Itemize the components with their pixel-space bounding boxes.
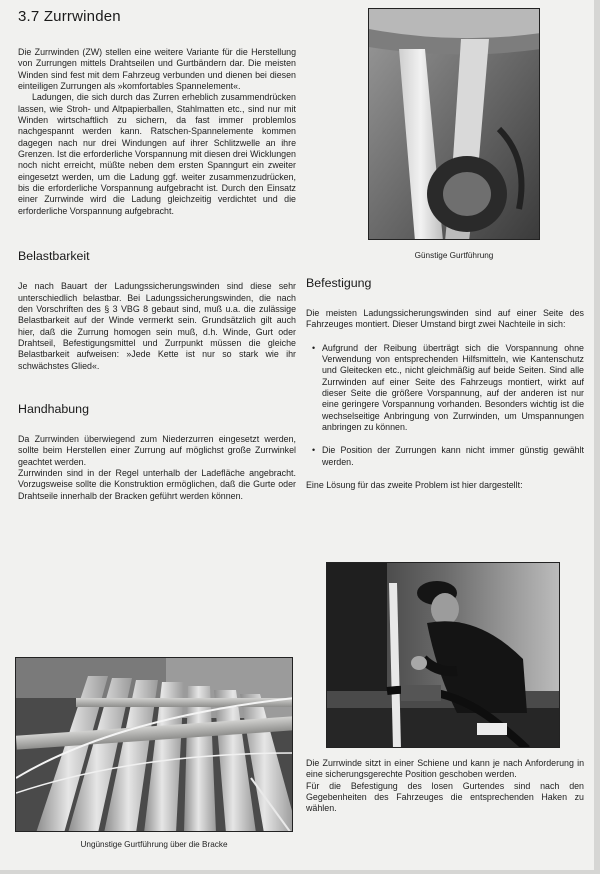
befestigung-paragraph-3: Für die Befestigung des losen Gurtendes sind nach den Gegebenheiten des Fahrzeuges die entsprechenden Haken zu wählen. (306, 780, 584, 814)
right-column-upper (306, 276, 584, 491)
caption-bottom-left: Ungünstige Gurtführung über die Bracke (80, 840, 228, 849)
handhabung-paragraph-2: Zurrwinden sind in der Regel unterhalb der Ladefläche angebracht. Vorzugsweise sollte die Konstruktion ermöglichen, daß die Gurte oder Drahtseile innerhalb der Bracken geführt werden können. (18, 467, 296, 501)
section-title: 3.7 Zurrwinden (18, 8, 121, 25)
caption-top-right: Günstige Gurtführung (414, 251, 494, 260)
heading-handhabung: Handhabung (18, 401, 89, 416)
worker-photo-illustration (327, 563, 560, 748)
intro-paragraph-2: Ladungen, die sich durch das Zurren erheblich zusammendrücken lassen, wie Stroh- und Altpapierballen, Stahlmatten etc., sind nur mit Winden wirtschaftlich zu sichern, da fast immer problemlos nachgespannt werden kann. Ratschen-Spannelemente kommen dagegen nach nur drei Windungen auf ihrer Schlitzwelle an ihre Grenzen. Ist die erforderliche Vorspannung mit diesen drei Wicklungen noch nicht erreicht, müßte neben dem ersten Spanngurt ein zweiter eingesetzt werden, um die Ladung ggf. weiter zusammenzudrücken, bis die erforderliche Vorspannung aufgebracht ist. Durch den Einsatz einer Zurrwinde wird die Ladung gleichzeitig verdichtet und die erforderliche Vorspannung aufgebracht. (18, 92, 296, 216)
bullet-icon: • (312, 342, 316, 353)
strap-photo-illustration (369, 9, 540, 240)
photo-unfavorable-strap-routing (15, 657, 293, 832)
befestigung-paragraph-2: Die Zurrwinde sitzt in einer Schiene und kann je nach Anforderung in eine sicherungsgerechte Position geschoben werden. (306, 758, 584, 780)
befestigung-bullet-list (312, 343, 584, 468)
list-item (312, 343, 584, 434)
bullet-icon: • (312, 445, 316, 456)
bullet-text-1: Aufgrund der Reibung überträgt sich die Vorspannung ohne Verwendung von entsprechenden Hilfsmitteln, wie Kantenschutz und Gleitecken etc., nicht gleichmäßig auf beide Seiten. Sind alle Zurrwinden auf einer Seite des Fahrzeugs montiert, wirkt auf dieser Seite die größere Vorspannung, auf der anderen ist nur eine geringere Vorspannung vorhanden. Besonders wichtig ist die wechselseitige Anbringung von Zurrwinden, um Umspannungen anbringen zu können. (322, 342, 584, 433)
right-column-lower (306, 758, 584, 815)
heading-befestigung: Befestigung (306, 276, 372, 290)
solution-intro: Eine Lösung für das zweite Problem ist hier dargestellt: (306, 480, 523, 491)
intro-paragraph-1: Die Zurrwinden (ZW) stellen eine weitere Variante für die Herstellung von Zurrungen mittels Drahtseilen und Gurtbändern dar. Die meisten Winden sind fest mit dem Fahrzeug verbunden und dienen bei diesen einteiligen Zurrungen als »komfortables Spannelement«. (18, 47, 296, 92)
heading-belastbarkeit: Belastbarkeit (18, 249, 90, 264)
handhabung-paragraph-1: Da Zurrwinden überwiegend zum Niederzurren eingesetzt werden, sollte beim Herstellen einer Zurrung auf möglichst große Zurrwinkel geachtet werden. (18, 433, 296, 467)
photo-favorable-strap-routing (368, 8, 540, 240)
belastbarkeit-paragraph: Je nach Bauart der Ladungssicherungswinden sind diese sehr unterschiedlich belastbar. Bei Ladungssicherungswinden, die nach den Vorschriften des § 3 VBG 8 gebaut sind, muß u.a. die zulässige Belastbarkeit auf der Winde vermerkt sein. Grundsätzlich gilt auch hier, daß die Zurrung homogen sein muß, d.h. Winde, Gurt oder Drahtseil, Befestigungsmittel und Zurrpunkt müssen die gleiche Belastbarkeit aufweisen: »Jede Kette ist nur so stark wie ihr schwächstes Glied«. (18, 281, 296, 371)
list-item (312, 445, 584, 468)
left-column (18, 8, 296, 502)
bullet-text-2: Die Position der Zurrungen kann nicht immer günstig gewählt werden. (322, 445, 584, 467)
photo-winch-in-rail (326, 562, 560, 748)
befestigung-paragraph-1: Die meisten Ladungssicherungswinden sind auf einer Seite des Fahrzeuges montiert. Dieser Umstand birgt zwei Nachteile in sich: (306, 308, 584, 330)
pipes-photo-illustration (16, 658, 293, 832)
